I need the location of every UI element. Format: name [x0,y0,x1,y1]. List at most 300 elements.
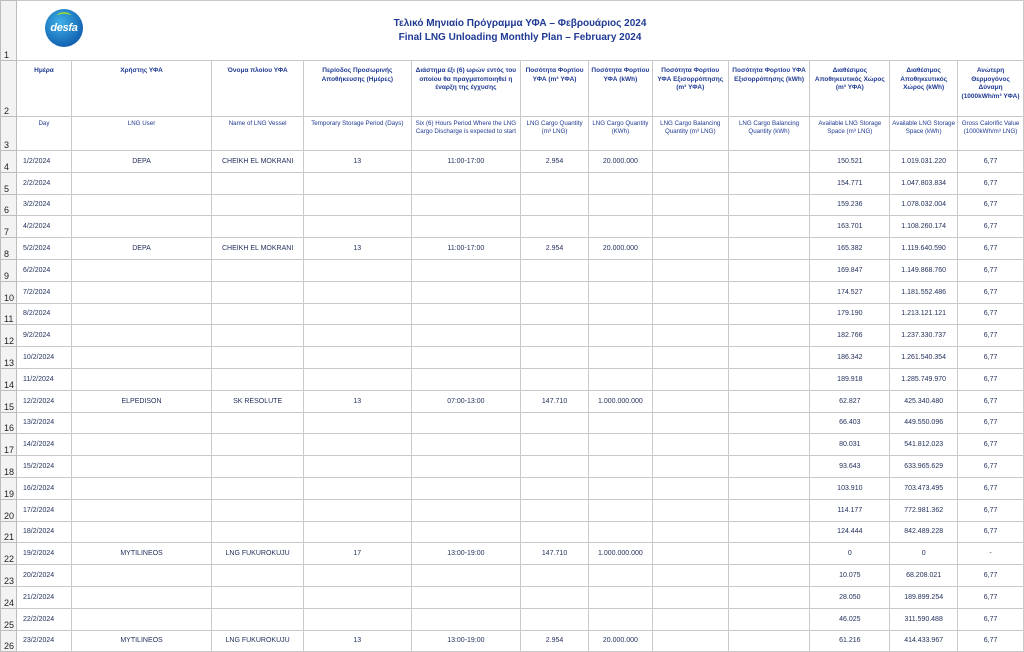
table-cell[interactable] [521,412,589,434]
table-cell[interactable]: MYTILINEOS [71,543,211,565]
table-cell[interactable] [71,347,211,369]
table-cell[interactable] [304,194,412,216]
table-cell[interactable] [588,608,652,630]
row-header[interactable]: 13 [1,347,17,369]
table-cell[interactable] [212,456,304,478]
table-cell[interactable]: 6,77 [958,303,1024,325]
table-cell[interactable] [304,303,412,325]
table-cell[interactable] [521,259,589,281]
table-cell[interactable]: 19/2/2024 [17,543,72,565]
table-cell[interactable] [652,477,728,499]
table-cell[interactable]: 6,77 [958,434,1024,456]
table-cell[interactable]: 174.527 [810,281,890,303]
row-header[interactable]: 11 [1,303,17,325]
table-cell[interactable] [728,303,810,325]
table-cell[interactable] [652,238,728,260]
table-cell[interactable] [652,390,728,412]
table-cell[interactable] [588,347,652,369]
table-cell[interactable]: 169.847 [810,259,890,281]
table-cell[interactable]: 414.433.967 [890,630,958,652]
table-cell[interactable] [728,543,810,565]
table-cell[interactable] [304,521,412,543]
table-cell[interactable]: 1.047.803.834 [890,172,958,194]
table-cell[interactable]: 11/2/2024 [17,368,72,390]
table-cell[interactable] [652,543,728,565]
table-cell[interactable]: 1.119.640.590 [890,238,958,260]
table-cell[interactable]: 6,77 [958,499,1024,521]
table-cell[interactable]: 6,77 [958,325,1024,347]
column-header-greek[interactable]: Διαθέσιμος Αποθηκευτικός Χώρος (m³ ΥΦΑ) [810,61,890,117]
table-cell[interactable] [521,194,589,216]
table-cell[interactable] [728,477,810,499]
table-cell[interactable] [521,586,589,608]
table-cell[interactable] [652,499,728,521]
table-cell[interactable] [728,434,810,456]
row-header[interactable]: 21 [1,521,17,543]
table-cell[interactable] [588,412,652,434]
table-cell[interactable] [71,608,211,630]
table-cell[interactable] [728,259,810,281]
table-cell[interactable]: 449.550.096 [890,412,958,434]
table-cell[interactable]: ELPEDISON [71,390,211,412]
column-header-greek[interactable]: Ημέρα [17,61,72,117]
table-cell[interactable]: 772.981.362 [890,499,958,521]
table-cell[interactable] [411,259,521,281]
table-cell[interactable]: 13 [304,238,412,260]
table-cell[interactable] [728,194,810,216]
table-cell[interactable]: 6,77 [958,608,1024,630]
table-cell[interactable] [411,412,521,434]
table-cell[interactable]: 147.710 [521,543,589,565]
table-cell[interactable] [304,259,412,281]
table-cell[interactable] [728,390,810,412]
table-cell[interactable] [411,456,521,478]
table-cell[interactable] [588,434,652,456]
table-cell[interactable]: 154.771 [810,172,890,194]
table-cell[interactable]: 9/2/2024 [17,325,72,347]
column-header-greek[interactable]: Ποσότητα Φορτίου ΥΦΑ Εξισορρόπησης (m³ ΥΦΑ) [652,61,728,117]
table-cell[interactable] [304,565,412,587]
table-cell[interactable]: 179.190 [810,303,890,325]
table-cell[interactable] [728,565,810,587]
table-cell[interactable]: 114.177 [810,499,890,521]
table-cell[interactable] [71,303,211,325]
column-header-english[interactable]: Day [17,117,72,151]
table-cell[interactable] [411,368,521,390]
table-cell[interactable]: 6,77 [958,368,1024,390]
table-cell[interactable] [652,194,728,216]
column-header-english[interactable]: Gross Calorific Value (1000kWh/m³ LNG) [958,117,1024,151]
table-cell[interactable] [411,325,521,347]
table-cell[interactable]: 5/2/2024 [17,238,72,260]
table-cell[interactable]: 1.000.000.000 [588,543,652,565]
table-cell[interactable]: 0 [810,543,890,565]
table-cell[interactable]: 62.827 [810,390,890,412]
row-header[interactable]: 20 [1,499,17,521]
title-cell[interactable] [17,1,1024,61]
table-cell[interactable] [652,521,728,543]
table-cell[interactable] [588,172,652,194]
row-header[interactable]: 15 [1,390,17,412]
row-header[interactable]: 17 [1,434,17,456]
column-header-greek[interactable]: Περίοδος Προσωρινής Αποθήκευσης (Ημέρες) [304,61,412,117]
table-cell[interactable]: 6,77 [958,216,1024,238]
row-header[interactable]: 19 [1,477,17,499]
table-cell[interactable]: 13:00-19:00 [411,630,521,652]
table-cell[interactable] [411,608,521,630]
table-cell[interactable] [728,347,810,369]
table-cell[interactable]: 189.899.254 [890,586,958,608]
row-header[interactable]: 10 [1,281,17,303]
table-cell[interactable]: DEPA [71,151,211,173]
table-cell[interactable]: 150.521 [810,151,890,173]
table-cell[interactable] [304,281,412,303]
table-cell[interactable] [212,259,304,281]
table-cell[interactable] [652,303,728,325]
table-cell[interactable]: 14/2/2024 [17,434,72,456]
table-cell[interactable] [588,194,652,216]
table-cell[interactable]: 842.489.228 [890,521,958,543]
table-cell[interactable] [521,347,589,369]
table-cell[interactable]: CHEIKH EL MOKRANI [212,151,304,173]
table-cell[interactable]: 6,77 [958,172,1024,194]
table-cell[interactable] [521,281,589,303]
table-cell[interactable] [411,586,521,608]
table-cell[interactable]: 20.000.000 [588,238,652,260]
table-cell[interactable]: 103.910 [810,477,890,499]
table-cell[interactable] [304,347,412,369]
table-cell[interactable] [728,172,810,194]
column-header-english[interactable]: LNG User [71,117,211,151]
table-cell[interactable] [728,216,810,238]
table-cell[interactable]: 633.965.629 [890,456,958,478]
row-header[interactable]: 5 [1,172,17,194]
table-cell[interactable] [521,521,589,543]
table-cell[interactable]: LNG FUKUROKUJU [212,543,304,565]
table-cell[interactable] [304,456,412,478]
row-header[interactable]: 7 [1,216,17,238]
table-cell[interactable] [71,259,211,281]
table-cell[interactable]: 61.216 [810,630,890,652]
table-cell[interactable] [588,477,652,499]
table-cell[interactable] [588,259,652,281]
table-cell[interactable] [652,456,728,478]
table-cell[interactable]: DEPA [71,238,211,260]
table-cell[interactable]: 6,77 [958,194,1024,216]
table-cell[interactable] [588,216,652,238]
table-cell[interactable]: 66.403 [810,412,890,434]
table-cell[interactable]: SK RESOLUTE [212,390,304,412]
table-cell[interactable] [588,368,652,390]
table-cell[interactable] [304,368,412,390]
table-cell[interactable] [521,477,589,499]
table-cell[interactable]: 186.342 [810,347,890,369]
table-cell[interactable] [728,368,810,390]
table-cell[interactable] [411,194,521,216]
column-header-greek[interactable]: Διαθέσιμος Αποθηκευτικός Χώρος (kWh) [890,61,958,117]
table-cell[interactable]: 311.590.488 [890,608,958,630]
table-cell[interactable]: 13 [304,151,412,173]
table-cell[interactable] [304,325,412,347]
column-header-english[interactable]: Temporary Storage Period (Days) [304,117,412,151]
table-cell[interactable]: 703.473.495 [890,477,958,499]
table-cell[interactable]: 20.000.000 [588,151,652,173]
table-cell[interactable]: 2.954 [521,630,589,652]
table-cell[interactable]: 80.031 [810,434,890,456]
table-cell[interactable]: 12/2/2024 [17,390,72,412]
table-cell[interactable] [728,608,810,630]
table-cell[interactable]: 6,77 [958,477,1024,499]
table-cell[interactable] [652,216,728,238]
table-cell[interactable]: MYTILINEOS [71,630,211,652]
table-cell[interactable] [728,281,810,303]
table-cell[interactable]: 6,77 [958,390,1024,412]
table-cell[interactable]: 6,77 [958,630,1024,652]
row-header[interactable]: 23 [1,565,17,587]
table-cell[interactable]: 124.444 [810,521,890,543]
table-cell[interactable] [728,412,810,434]
table-cell[interactable] [652,434,728,456]
column-header-english[interactable]: LNG Cargo Balancing Quantity (m³ LNG) [652,117,728,151]
table-cell[interactable] [304,608,412,630]
table-cell[interactable] [728,325,810,347]
table-cell[interactable]: 6,77 [958,565,1024,587]
table-cell[interactable] [212,608,304,630]
table-cell[interactable] [411,303,521,325]
table-cell[interactable] [728,456,810,478]
table-cell[interactable]: 2.954 [521,151,589,173]
row-header[interactable]: 18 [1,456,17,478]
table-cell[interactable] [588,586,652,608]
table-cell[interactable] [212,499,304,521]
row-header[interactable]: 8 [1,238,17,260]
row-header[interactable]: 2 [1,61,17,117]
table-cell[interactable] [652,586,728,608]
table-cell[interactable] [71,194,211,216]
table-cell[interactable]: 6,77 [958,281,1024,303]
table-cell[interactable] [521,325,589,347]
row-header[interactable]: 22 [1,543,17,565]
table-cell[interactable] [411,216,521,238]
table-cell[interactable]: 28.050 [810,586,890,608]
table-cell[interactable]: 13:00-19:00 [411,543,521,565]
table-cell[interactable]: 17/2/2024 [17,499,72,521]
column-header-english[interactable]: Name of LNG Vessel [212,117,304,151]
table-cell[interactable] [728,499,810,521]
table-cell[interactable] [728,151,810,173]
table-cell[interactable] [212,412,304,434]
table-cell[interactable] [652,608,728,630]
table-cell[interactable]: 0 [890,543,958,565]
table-cell[interactable]: 8/2/2024 [17,303,72,325]
table-cell[interactable] [411,499,521,521]
table-cell[interactable]: 147.710 [521,390,589,412]
table-cell[interactable] [71,368,211,390]
table-cell[interactable] [521,368,589,390]
table-cell[interactable] [304,172,412,194]
table-cell[interactable]: 165.382 [810,238,890,260]
table-cell[interactable] [212,565,304,587]
table-cell[interactable]: 93.643 [810,456,890,478]
table-cell[interactable]: 17 [304,543,412,565]
table-cell[interactable]: 6,77 [958,586,1024,608]
table-cell[interactable]: 3/2/2024 [17,194,72,216]
table-cell[interactable]: 1.181.552.486 [890,281,958,303]
table-cell[interactable] [212,477,304,499]
column-header-greek[interactable]: Όνομα πλοίου ΥΦΑ [212,61,304,117]
column-header-greek[interactable]: Ποσότητα Φορτίου ΥΦΑ Εξισορρόπησης (kWh) [728,61,810,117]
table-cell[interactable] [304,477,412,499]
table-cell[interactable] [521,608,589,630]
table-cell[interactable]: 11:00-17:00 [411,238,521,260]
table-cell[interactable] [588,565,652,587]
table-cell[interactable] [728,238,810,260]
table-cell[interactable]: 6,77 [958,521,1024,543]
table-cell[interactable] [652,565,728,587]
table-cell[interactable]: 15/2/2024 [17,456,72,478]
column-header-greek[interactable]: Ποσότητα Φορτίου ΥΦΑ (m³ ΥΦΑ) [521,61,589,117]
table-cell[interactable] [521,434,589,456]
row-header[interactable]: 12 [1,325,17,347]
table-cell[interactable]: 1.285.749.970 [890,368,958,390]
table-cell[interactable] [728,521,810,543]
table-cell[interactable] [652,412,728,434]
table-cell[interactable] [652,368,728,390]
table-cell[interactable]: 541.812.023 [890,434,958,456]
table-cell[interactable]: 6,77 [958,259,1024,281]
table-cell[interactable] [588,456,652,478]
table-cell[interactable]: 6,77 [958,347,1024,369]
table-cell[interactable] [304,434,412,456]
table-cell[interactable]: 11:00-17:00 [411,151,521,173]
column-header-greek[interactable]: Χρήστης ΥΦΑ [71,61,211,117]
row-header[interactable]: 24 [1,586,17,608]
table-cell[interactable] [304,586,412,608]
table-cell[interactable]: 1.078.032.004 [890,194,958,216]
table-cell[interactable] [588,325,652,347]
table-cell[interactable]: 20/2/2024 [17,565,72,587]
column-header-english[interactable]: Six (6) Hours Period Where the LNG Cargo Discharge is expected to start [411,117,521,151]
table-cell[interactable] [588,303,652,325]
table-cell[interactable] [212,216,304,238]
table-cell[interactable]: 163.701 [810,216,890,238]
table-cell[interactable] [411,281,521,303]
table-cell[interactable]: 182.766 [810,325,890,347]
table-cell[interactable]: 1.149.868.760 [890,259,958,281]
table-cell[interactable] [652,347,728,369]
table-cell[interactable] [304,499,412,521]
table-cell[interactable] [212,521,304,543]
table-cell[interactable] [71,456,211,478]
table-cell[interactable] [411,521,521,543]
row-header[interactable]: 6 [1,194,17,216]
table-cell[interactable]: 1.108.260.174 [890,216,958,238]
row-header[interactable]: 26 [1,630,17,652]
column-header-english[interactable]: Available LNG Storage Space (kWh) [890,117,958,151]
table-cell[interactable] [71,281,211,303]
table-cell[interactable] [212,325,304,347]
table-cell[interactable]: 6/2/2024 [17,259,72,281]
row-header[interactable]: 14 [1,368,17,390]
table-cell[interactable] [521,565,589,587]
table-cell[interactable] [71,521,211,543]
table-cell[interactable]: 68.208.021 [890,565,958,587]
table-cell[interactable] [212,368,304,390]
table-cell[interactable]: 22/2/2024 [17,608,72,630]
table-cell[interactable]: 13 [304,390,412,412]
table-cell[interactable] [652,325,728,347]
table-cell[interactable] [728,586,810,608]
table-cell[interactable] [304,412,412,434]
table-cell[interactable]: 21/2/2024 [17,586,72,608]
table-cell[interactable]: 1.261.540.354 [890,347,958,369]
table-cell[interactable] [411,172,521,194]
table-cell[interactable]: 10.075 [810,565,890,587]
table-cell[interactable]: - [958,543,1024,565]
table-cell[interactable] [588,521,652,543]
table-cell[interactable] [588,499,652,521]
table-cell[interactable] [71,412,211,434]
table-cell[interactable]: 18/2/2024 [17,521,72,543]
table-cell[interactable]: 13/2/2024 [17,412,72,434]
table-cell[interactable] [411,434,521,456]
column-header-greek[interactable]: Ανώτερη Θερμογόνος Δύναμη (1000kWh/m³ ΥΦΑ) [958,61,1024,117]
table-cell[interactable] [652,281,728,303]
table-cell[interactable] [71,586,211,608]
table-cell[interactable]: 1.019.031.220 [890,151,958,173]
table-cell[interactable] [71,434,211,456]
table-cell[interactable]: 6,77 [958,151,1024,173]
table-cell[interactable] [521,172,589,194]
table-cell[interactable]: 2/2/2024 [17,172,72,194]
row-header[interactable]: 4 [1,151,17,173]
table-cell[interactable]: 6,77 [958,238,1024,260]
table-cell[interactable]: 6,77 [958,412,1024,434]
table-cell[interactable]: 46.025 [810,608,890,630]
row-header[interactable]: 25 [1,608,17,630]
column-header-english[interactable]: Available LNG Storage Space (m³ LNG) [810,117,890,151]
table-cell[interactable]: 07:00-13:00 [411,390,521,412]
table-cell[interactable] [71,477,211,499]
table-cell[interactable] [521,216,589,238]
column-header-english[interactable]: LNG Cargo Quantity (m³ LNG) [521,117,589,151]
table-cell[interactable]: 10/2/2024 [17,347,72,369]
table-cell[interactable]: 6,77 [958,456,1024,478]
column-header-greek[interactable]: Διάστημα έξι (6) ωρών εντός του οποίου θα πραγματοποιηθεί η έναρξη της έγχυσης [411,61,521,117]
column-header-english[interactable]: LNG Cargo Balancing Quantity (kWh) [728,117,810,151]
table-cell[interactable] [212,303,304,325]
table-cell[interactable]: 1.000.000.000 [588,390,652,412]
table-cell[interactable] [521,456,589,478]
table-cell[interactable] [411,347,521,369]
table-cell[interactable] [71,172,211,194]
table-cell[interactable]: 1.237.330.737 [890,325,958,347]
row-header[interactable]: 3 [1,117,17,151]
table-cell[interactable]: 425.340.480 [890,390,958,412]
table-cell[interactable]: 23/2/2024 [17,630,72,652]
table-cell[interactable]: 2.954 [521,238,589,260]
table-cell[interactable] [652,151,728,173]
table-cell[interactable] [588,281,652,303]
table-cell[interactable] [652,259,728,281]
table-cell[interactable]: 159.236 [810,194,890,216]
column-header-english[interactable]: LNG Cargo Quantity (KWh) [588,117,652,151]
row-header[interactable]: 1 [1,1,17,61]
table-cell[interactable] [652,172,728,194]
table-cell[interactable]: LNG FUKUROKUJU [212,630,304,652]
table-cell[interactable]: 7/2/2024 [17,281,72,303]
table-cell[interactable] [212,434,304,456]
